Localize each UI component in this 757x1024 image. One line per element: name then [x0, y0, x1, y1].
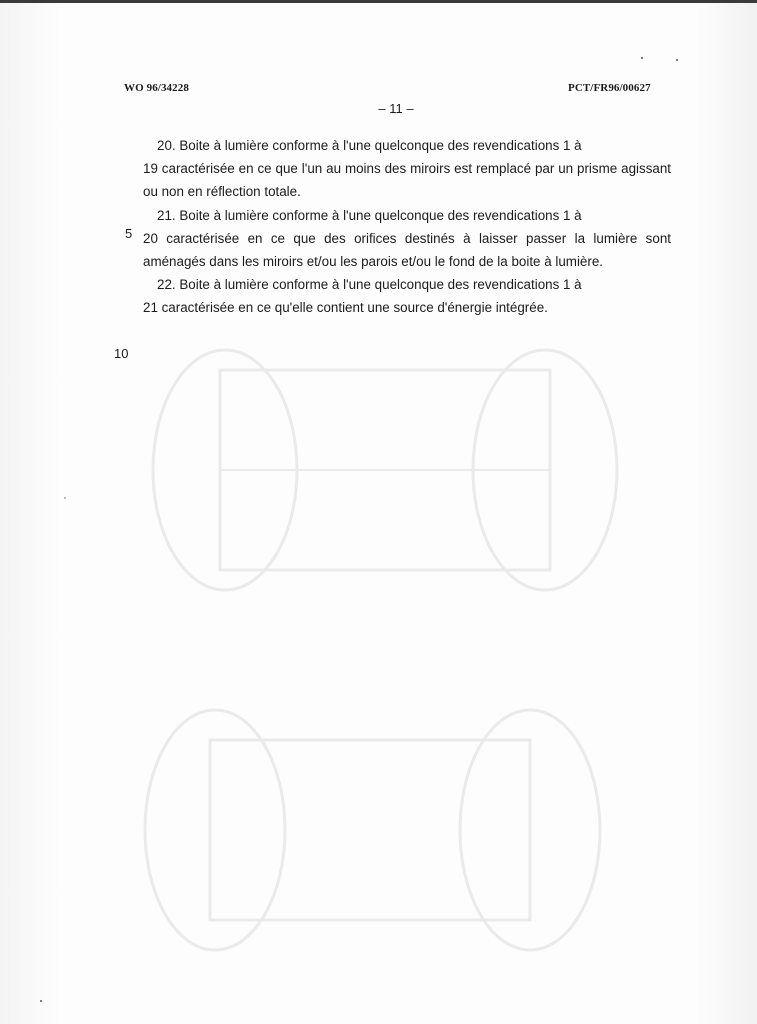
- claim-22-line1: 22. Boite à lumière conforme à l'une quelconque des revendications 1 à: [157, 277, 582, 293]
- claim-22: [143, 273, 671, 319]
- claim-20-line1: 20. Boite à lumière conforme à l'une quelconque des revendications 1 à: [157, 138, 582, 153]
- page-number: – 11 –: [378, 101, 414, 116]
- scan-speck: [641, 57, 643, 59]
- publication-number: WO 96/34228: [124, 82, 189, 94]
- claim-21-rest: 20 caractérisée en ce que des orifices destinés à laisser passer la lumière sont aménagés dans les miroirs et/ou les parois et/ou le fond de la boite à lumière.: [143, 230, 671, 270]
- claims-block: [143, 134, 671, 320]
- scan-speck: [40, 1000, 42, 1002]
- scan-speck: [676, 59, 678, 61]
- application-number: PCT/FR96/00627: [568, 82, 651, 94]
- claim-21: [143, 204, 671, 274]
- show-through-drawing: [60, 330, 680, 970]
- claim-20: [143, 134, 671, 204]
- line-number-10: 10: [114, 346, 129, 361]
- scan-top-edge: [0, 0, 757, 3]
- line-number-5: 5: [125, 226, 133, 241]
- scan-speck: [64, 497, 66, 499]
- claim-21-line1: 21. Boite à lumière conforme à l'une quelconque des revendications 1 à: [157, 207, 582, 223]
- claim-22-rest: 21 caractérisée en ce qu'elle contient une source d'énergie intégrée.: [143, 300, 548, 316]
- claim-20-rest: 19 caractérisée en ce que l'un au moins des miroirs est remplacé par un prisme agissant ou non en réflection totale.: [143, 161, 671, 200]
